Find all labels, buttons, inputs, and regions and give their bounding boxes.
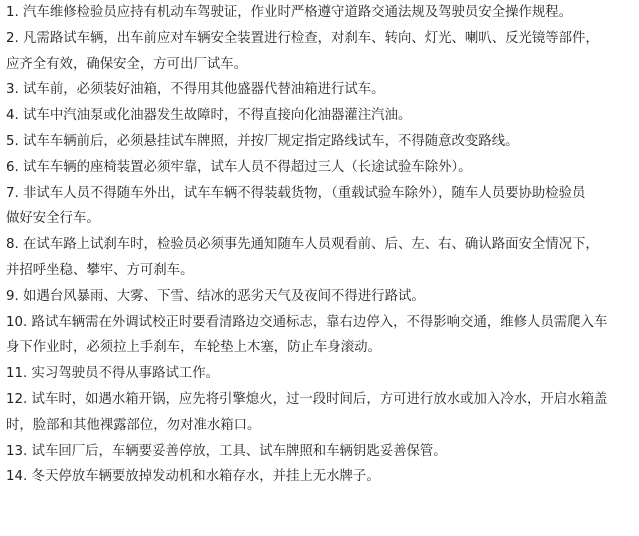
- rule-text-line: 身下作业时，必须拉上手刹车，车轮垫上木塞，防止车身滚动。: [6, 340, 381, 356]
- rule-item-10: [6, 310, 634, 362]
- rule-text-line: 5. 试车车辆前后，必须悬挂试车牌照，并按厂规定指定路线试车，不得随意改变路线。: [6, 133, 519, 149]
- rule-text-line: 做好安全行车。: [6, 211, 100, 227]
- rule-text-line: 8. 在试车路上试刹车时，检验员必须事先通知随车人员观看前、后、左、右、确认路面安全情况下，: [6, 237, 599, 253]
- rule-text-line: 10. 路试车辆需在外调试校正时要看清路边交通标志，靠右边停入，不得影响交通，维修人员需爬入车: [6, 314, 608, 330]
- rule-text-line: 并招呼坐稳、攀牢、方可刹车。: [6, 262, 194, 278]
- rule-item-12: [6, 387, 634, 439]
- rule-text-line: 4. 试车中汽油泵或化油器发生故障时，不得直接向化油器灌注汽油。: [6, 108, 412, 124]
- rule-text-line: 3. 试车前，必须装好油箱，不得用其他盛器代替油箱进行试车。: [6, 82, 385, 98]
- rule-text-line: 2. 凡需路试车辆，出车前应对车辆安全装置进行检查，对刹车、转向、灯光、喇叭、反光镜等部件，: [6, 30, 599, 46]
- rule-item-5: [6, 129, 634, 155]
- rule-text-line: 时，脸部和其他裸露部位，勿对准水箱口。: [6, 417, 261, 433]
- rule-text-line: 14. 冬天停放车辆要放掉发动机和水箱存水，并挂上无水牌子。: [6, 469, 380, 485]
- rule-item-3: [6, 77, 634, 103]
- rule-text-line: 12. 试车时，如遇水箱开锅，应先将引擎熄火，过一段时间后，方可进行放水或加入冷水，开启水箱盖: [6, 391, 608, 407]
- rule-text-line: 9. 如遇台风暴雨、大雾、下雪、结冰的恶劣天气及夜间不得进行路试。: [6, 288, 425, 304]
- rule-item-2: [6, 26, 634, 78]
- rule-text-line: 11. 实习驾驶员不得从事路试工作。: [6, 366, 220, 382]
- rule-text-line: 13. 试车回厂后，车辆要妥善停放，工具、试车牌照和车辆钥匙妥善保管。: [6, 443, 447, 459]
- rule-item-6: [6, 155, 634, 181]
- rule-item-14: [6, 464, 634, 490]
- rule-item-8: [6, 232, 634, 284]
- rule-item-1: [6, 0, 634, 26]
- rule-text-line: 7. 非试车人员不得随车外出，试车车辆不得装载货物，（重载试验车除外），随车人员要协助检验员: [6, 185, 586, 201]
- safety-rules-document: [6, 0, 634, 490]
- rule-text-line: 应齐全有效，确保安全，方可出厂试车。: [6, 56, 248, 72]
- rule-item-4: [6, 103, 634, 129]
- rule-item-7: [6, 181, 634, 233]
- rule-text-line: 1. 汽车维修检验员应持有机动车驾驶证，作业时严格遵守道路交通法规及驾驶员安全操作规程。: [6, 5, 573, 20]
- rule-item-13: [6, 439, 634, 465]
- rule-item-9: [6, 284, 634, 310]
- rule-text-line: 6. 试车车辆的座椅装置必须牢靠，试车人员不得超过三人（长途试验车除外）。: [6, 159, 472, 175]
- rule-item-11: [6, 361, 634, 387]
